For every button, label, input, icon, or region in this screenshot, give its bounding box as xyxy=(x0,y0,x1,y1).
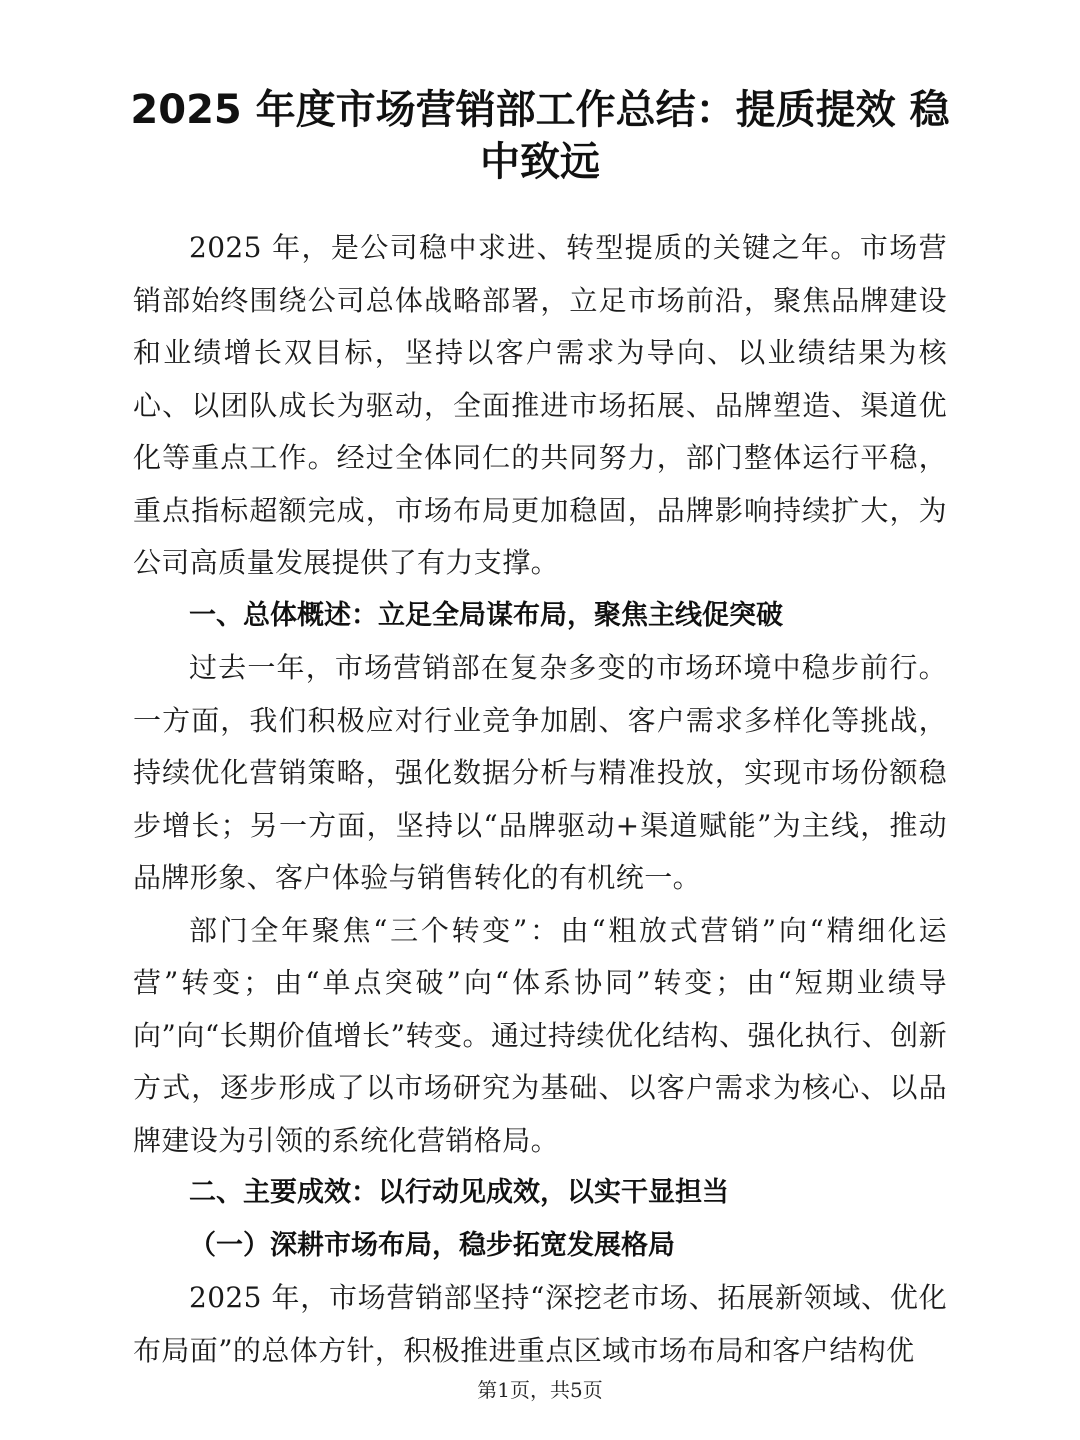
overview-paragraph-2: 部门全年聚焦“三个转变”：由“粗放式营销”向“精细化运营”转变；由“单点突破”向“体系协同”转变；由“短期业绩导向”向“长期价值增长”转变。通过持续优化结构、强化执行、创新方式，逐步形成了以市场研究为基础、以客户需求为核心、以品牌建设为引领的系统化营销格局。 xyxy=(133,913,947,1157)
document-body xyxy=(133,222,947,1377)
section-heading-overview: 一、总体概述：立足全局谋布局，聚焦主线促突破 xyxy=(189,599,783,631)
overview-paragraph-1: 过去一年，市场营销部在复杂多变的市场环境中稳步前行。一方面，我们积极应对行业竞争加剧、客户需求多样化等挑战，持续优化营销策略，强化数据分析与精准投放，实现市场份额稳步增长；另一方面，坚持以“品牌驱动+渠道赋能”为主线，推动品牌形象、客户体验与销售转化的有机统一。 xyxy=(133,651,947,894)
market-paragraph: 2025 年，市场营销部坚持“深挖老市场、拓展新领域、优化布局面”的总体方针，积极推进重点区域市场布局和客户结构优 xyxy=(133,1281,947,1367)
document-title: 2025 年度市场营销部工作总结：提质提效 稳中致远 xyxy=(130,87,950,185)
section-heading-results: 二、主要成效：以行动见成效，以实干显担当 xyxy=(189,1177,729,1208)
page-number-footer: 第1页，共5页 xyxy=(477,1378,603,1402)
intro-paragraph: 2025 年，是公司稳中求进、转型提质的关键之年。市场营销部始终围绕公司总体战略部署，立足市场前沿，聚焦品牌建设和业绩增长双目标，坚持以客户需求为导向、以业绩结果为核心、以团队成长为驱动，全面推进市场拓展、品牌塑造、渠道优化等重点工作。经过全体同仁的共同努力，部门整体运行平稳，重点指标超额完成，市场布局更加稳固，品牌影响持续扩大，为公司高质量发展提供了有力支撑。 xyxy=(133,231,947,579)
subsection-heading-market: （一）深耕市场布局，稳步拓宽发展格局 xyxy=(189,1229,675,1261)
